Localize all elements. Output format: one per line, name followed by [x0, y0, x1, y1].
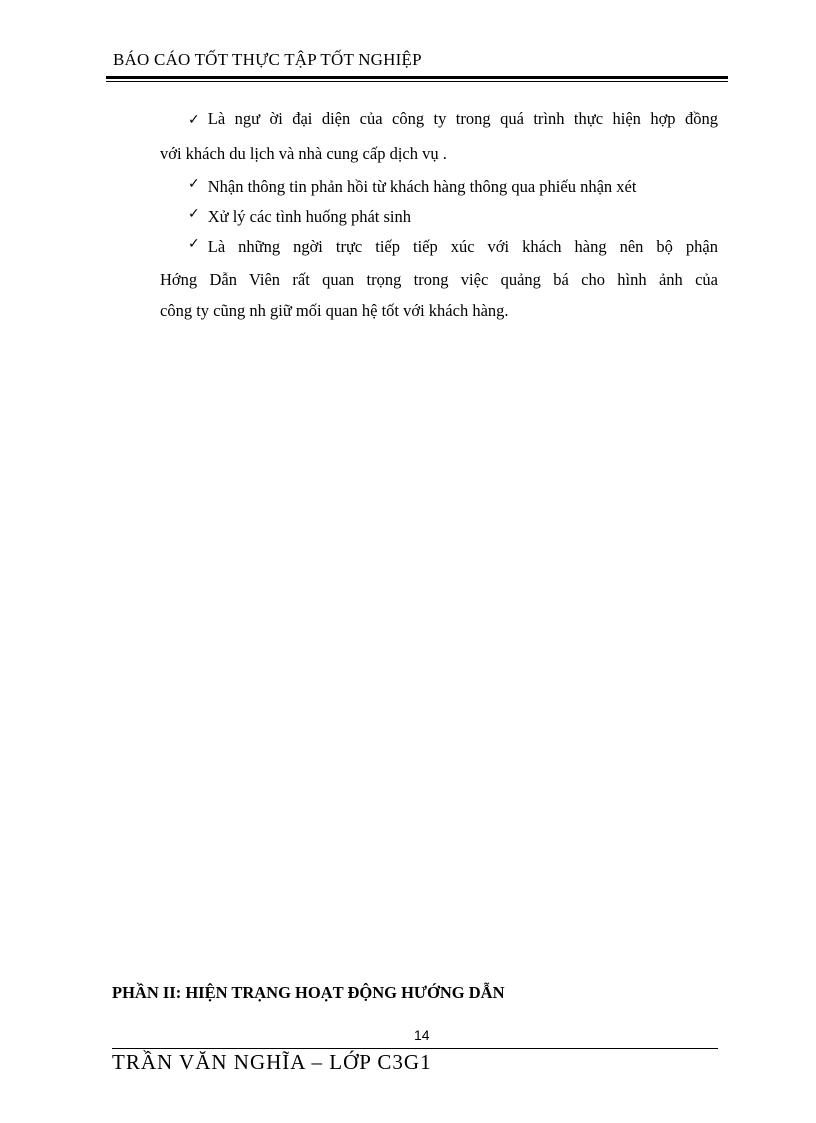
paragraph-1-line-2: với khách du lịch và nhà cung cấp dịch vụ .	[160, 144, 447, 163]
section-heading: PHẦN II: HIỆN TRẠNG HOẠT ĐỘNG HƯỚNG DẪN	[112, 983, 505, 1002]
footer-rule	[112, 1048, 718, 1049]
paragraph-4-line-2: Hớng Dẫn Viên rất quan trọng trong việc quảng bá cho hình ảnh của	[160, 270, 718, 289]
page-number: 14	[414, 1027, 430, 1043]
paragraph-1-line-1: ✓ Là ngư ời đại diện của công ty trong quá trình thực hiện hợp đồng	[188, 109, 718, 128]
checkmark-icon: ✓	[188, 176, 200, 192]
checkmark-icon: ✓	[188, 236, 200, 252]
checkmark-icon: ✓	[188, 206, 200, 222]
paragraph-4-line-1: ✓ Là những ngời trực tiếp tiếp xúc với khách hàng nên bộ phận	[188, 236, 718, 256]
report-header-title: BÁO CÁO TỐT THỰC TẬP TỐT NGHIỆP	[113, 50, 422, 69]
paragraph-4-line-3: công ty cũng nh giữ mối quan hệ tốt với khách hàng.	[160, 301, 509, 320]
paragraph-3-line-1: ✓ Xử lý các tình huống phát sinh	[188, 206, 411, 226]
footer-author: TRẦN VĂN NGHĨA – LỚP C3G1	[112, 1050, 432, 1074]
paragraph-2-line-1: ✓ Nhận thông tin phản hồi từ khách hàng thông qua phiếu nhận xét	[188, 176, 637, 196]
header-rule-thick	[106, 76, 728, 79]
header-rule-thin	[106, 81, 728, 82]
checkmark-icon: ✓	[188, 112, 200, 128]
